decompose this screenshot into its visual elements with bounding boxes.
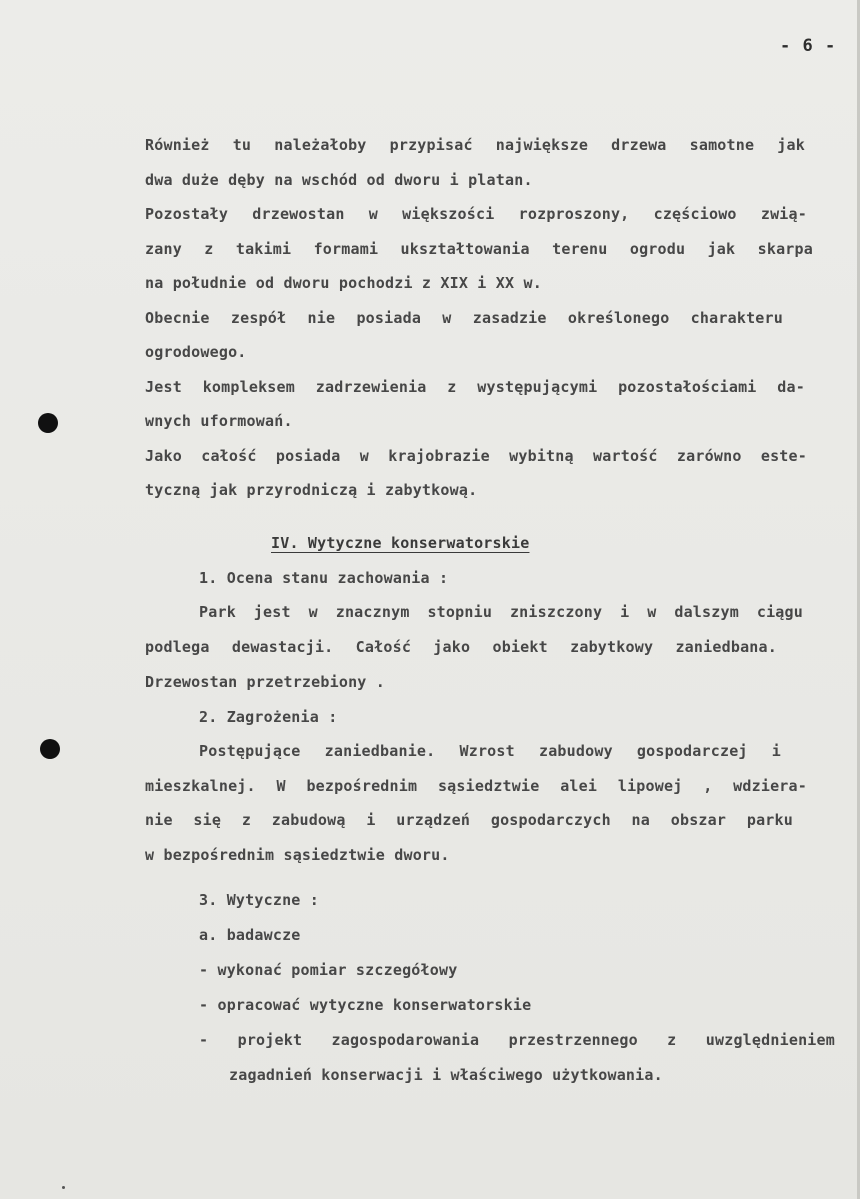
subsection-heading: 1. Ocena stanu zachowania : bbox=[199, 569, 449, 587]
subsection-heading: 3. Wytyczne : bbox=[199, 891, 319, 909]
text-line: dwa duże dęby na wschód od dworu i platan. bbox=[145, 171, 533, 189]
list-heading: a. badawcze bbox=[199, 926, 301, 944]
scan-speck bbox=[62, 1186, 65, 1189]
text-line: Drzewostan przetrzebiony . bbox=[145, 673, 385, 691]
text-line: tyczną jak przyrodniczą i zabytkową. bbox=[145, 481, 478, 499]
text-line: Park jest w znacznym stopniu zniszczony i w dalszym ciągu bbox=[199, 603, 803, 621]
text-line: Jako całość posiada w krajobrazie wybitną wartość zarówno este- bbox=[145, 447, 807, 465]
text-line: nie się z zabudową i urządzeń gospodarczych na obszar parku bbox=[145, 811, 793, 829]
text-line: w bezpośrednim sąsiedztwie dworu. bbox=[145, 846, 450, 864]
list-item: - opracować wytyczne konserwatorskie bbox=[199, 996, 532, 1014]
list-item: - wykonać pomiar szczegółowy bbox=[199, 961, 458, 979]
text-line: Pozostały drzewostan w większości rozproszony, częściowo zwią- bbox=[145, 205, 807, 223]
subsection-heading: 2. Zagrożenia : bbox=[199, 708, 338, 726]
text-line: Jest kompleksem zadrzewienia z występującymi pozostałościami da- bbox=[145, 378, 805, 396]
text-line: ogrodowego. bbox=[145, 343, 247, 361]
text-line: zany z takimi formami ukształtowania terenu ogrodu jak skarpa bbox=[145, 240, 813, 258]
text-line: wnych uformowań. bbox=[145, 412, 293, 430]
text-line: na południe od dworu pochodzi z XIX i XX w. bbox=[145, 274, 542, 292]
text-line: podlega dewastacji. Całość jako obiekt zabytkowy zaniedbana. bbox=[145, 638, 777, 656]
page-number: - 6 - bbox=[780, 36, 837, 56]
text-line: Obecnie zespół nie posiada w zasadzie określonego charakteru bbox=[145, 309, 783, 327]
text-line: zagadnień konserwacji i właściwego użytkowania. bbox=[229, 1066, 663, 1084]
punch-hole bbox=[38, 413, 58, 433]
list-item: - projekt zagospodarowania przestrzennego z uwzględnieniem bbox=[199, 1031, 835, 1049]
punch-hole bbox=[40, 739, 60, 759]
text-line: Postępujące zaniedbanie. Wzrost zabudowy gospodarczej i bbox=[199, 742, 781, 760]
text-line: Również tu należałoby przypisać największe drzewa samotne jak bbox=[145, 136, 805, 154]
text-line: mieszkalnej. W bezpośrednim sąsiedztwie alei lipowej , wdziera- bbox=[145, 777, 807, 795]
section-heading: IV. Wytyczne konserwatorskie bbox=[271, 534, 530, 552]
